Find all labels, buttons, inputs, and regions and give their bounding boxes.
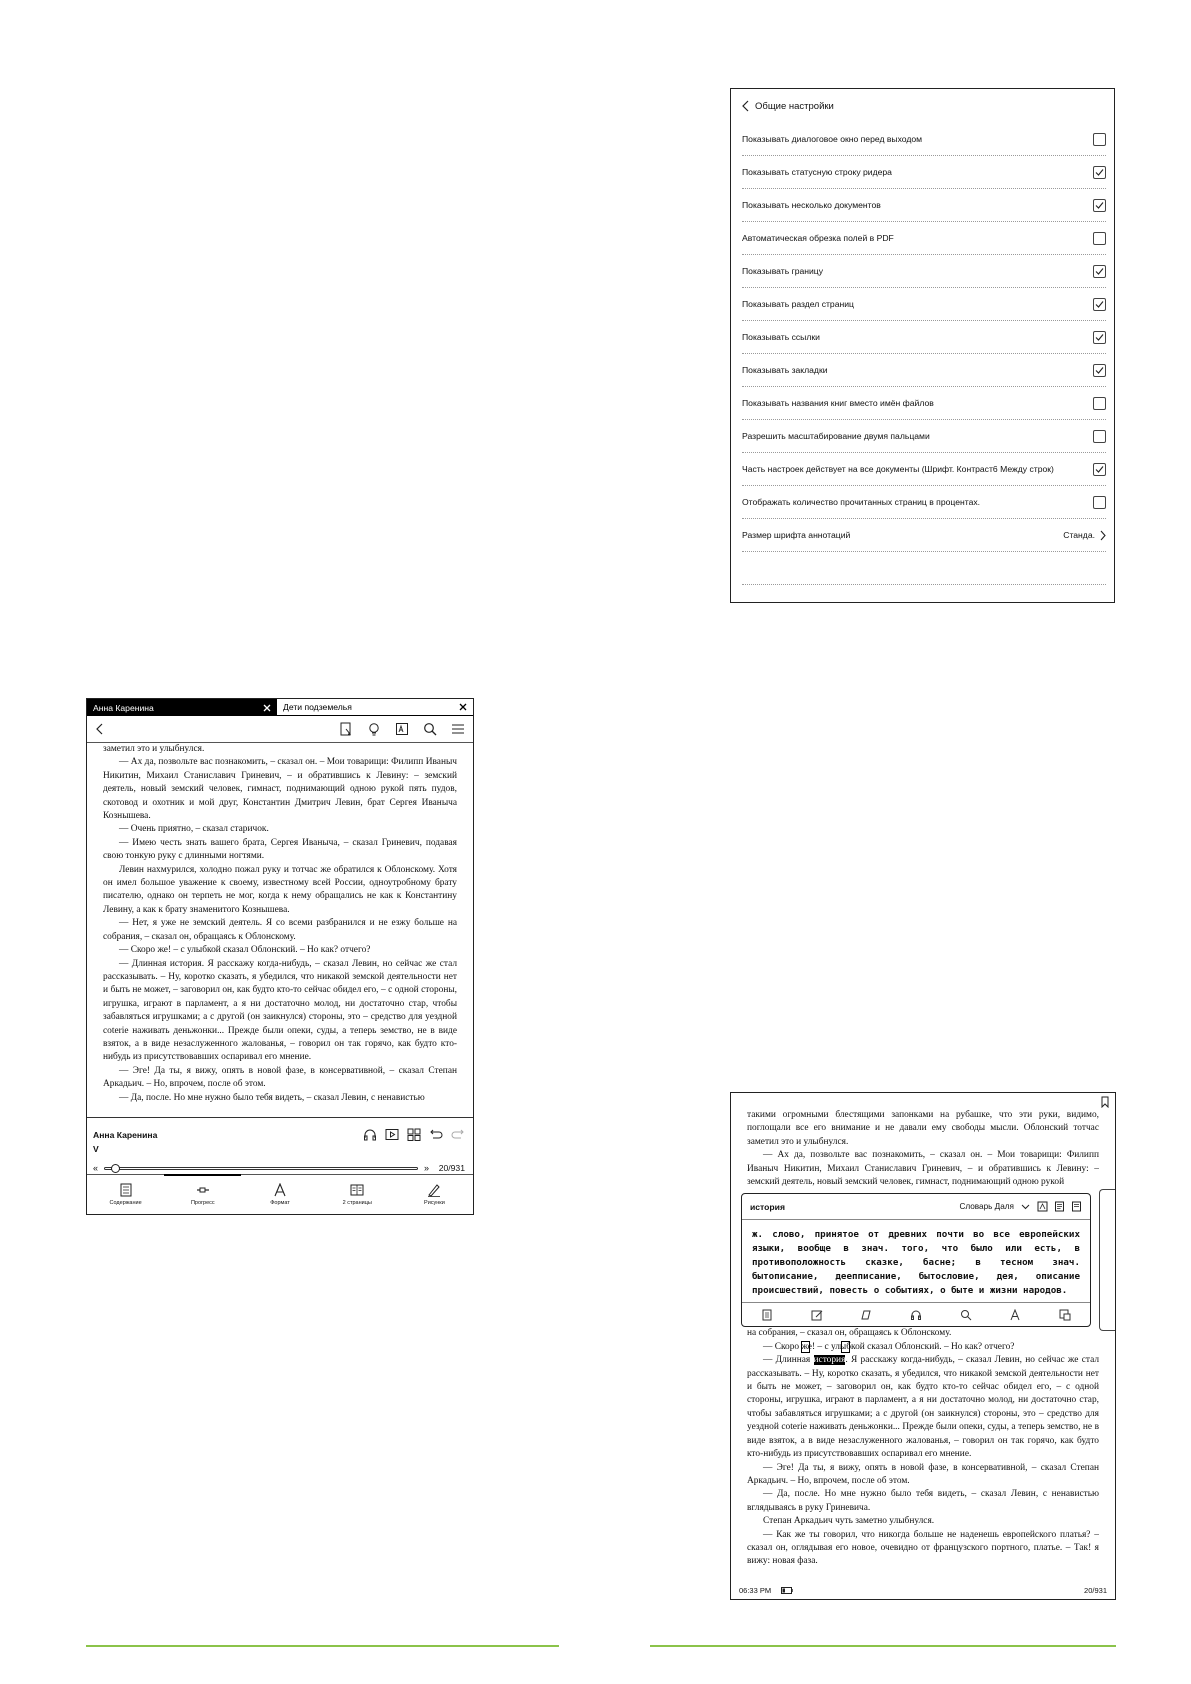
setting-row[interactable] — [742, 156, 1106, 189]
progress-slider[interactable] — [104, 1167, 418, 1170]
setting-row[interactable] — [742, 189, 1106, 222]
tab-label: Дети подземелья — [283, 702, 352, 712]
paragraph: Левин нахмурился, холодно пожал руку и тотчас же обратился к Облонскому. Хотя он имел большое уважение к своему, известному всей России, одноутробному брату писателю, однако он терпеть не мог, когда к нему обращались не как к Константину Левину, а как к брату знаменитого Кознышева. — [103, 864, 457, 915]
settings-title: Общие настройки — [755, 100, 834, 112]
footer-divider-left — [86, 1645, 559, 1647]
dictionary-source-select[interactable]: Словарь Даля — [959, 1202, 1014, 1211]
book-text[interactable] — [103, 743, 457, 1117]
headphones-icon[interactable] — [910, 1309, 922, 1321]
checkbox-checked[interactable] — [1093, 298, 1106, 311]
progress-icon — [196, 1183, 210, 1197]
chevron-down-icon[interactable] — [1020, 1201, 1031, 1212]
setting-label: Разрешить масштабирование двумя пальцами — [742, 431, 930, 441]
annotate-icon[interactable] — [811, 1309, 823, 1321]
checkmark-icon — [1095, 366, 1104, 375]
scribble-icon — [427, 1183, 441, 1197]
selected-word[interactable]: история — [813, 1355, 846, 1366]
reader-menu-screen — [86, 698, 474, 1215]
setting-label: Показывать названия книг вместо имён файлов — [742, 398, 934, 408]
selection-handle-left[interactable] — [801, 1341, 810, 1353]
nav-format[interactable] — [241, 1175, 318, 1214]
toc-icon — [119, 1183, 133, 1197]
format-icon — [273, 1183, 287, 1197]
close-icon[interactable] — [263, 704, 271, 712]
checkbox-unchecked[interactable] — [1093, 133, 1106, 146]
paragraph: — Скоро же! – с улыбкой сказал Облонский. – Но как? отчего? — [119, 945, 371, 956]
book-text[interactable] — [747, 1109, 1099, 1581]
headphones-icon[interactable] — [363, 1128, 377, 1141]
back-chevron-icon[interactable] — [95, 723, 103, 735]
setting-label: Показывать закладки — [742, 365, 828, 375]
annotation-font-size-label: Размер шрифта аннотаций — [742, 530, 851, 540]
setting-label: Отображать количество прочитанных страниц в процентах. — [742, 497, 981, 507]
text-span: — Длинная — [763, 1355, 811, 1366]
book-title: Анна Каренина — [93, 1130, 158, 1140]
copy-icon[interactable] — [761, 1309, 773, 1321]
clock: 06:33 PM — [739, 1585, 772, 1595]
page-cursor-icon[interactable] — [339, 722, 353, 736]
nav-label: Формат — [270, 1200, 290, 1206]
setting-label: Показывать статусную строку ридера — [742, 167, 892, 177]
dictionary-definition: ж. слово, принятое от древних почти во все европейских языки, вообще в знач. того, что было или есть, в противоположность сказке, басне; в тесном знач. бытописание, деепписание, бытословие, дея, описание происшествий, повесть о событиях, о быте и жизни народов. — [752, 1229, 1080, 1296]
back-chevron-icon[interactable] — [741, 100, 749, 112]
tab-anna-karenina[interactable] — [87, 699, 277, 716]
reader-toolbar — [87, 716, 473, 743]
checkmark-icon — [1095, 333, 1104, 342]
chapter-label: V — [93, 1144, 99, 1154]
empty-row — [742, 552, 1106, 585]
paragraph: — Ах да, позвольте вас познакомить, – сказал он. – Мои товарищи: Филипп Иваныч Никитин, Михаил Станиславич Гриневич, – и обратившись к Левину: – земский деятель, новый земский человек, гимнаст, поднимающий одною рукой пять пудов, скотовод и охотник и мой друг, Константин Дмитрич Левин, брат Сергея Иваныча Кознышева. — [103, 757, 457, 822]
checkbox-unchecked[interactable] — [1093, 496, 1106, 509]
setting-row[interactable] — [742, 453, 1106, 486]
setting-row[interactable] — [742, 222, 1106, 255]
document-tabs — [87, 699, 473, 716]
setting-row[interactable] — [742, 288, 1106, 321]
checkmark-icon — [1095, 267, 1104, 276]
search-icon[interactable] — [960, 1309, 972, 1321]
checkbox-checked[interactable] — [1093, 166, 1106, 179]
nav-toc[interactable] — [87, 1175, 164, 1214]
checkmark-icon — [1095, 300, 1104, 309]
paragraph: — Как же ты говорил, что никогда больше не наденешь европейского платья? – сказал он, оглядывая его новое, очевидно от французского портного, платье. – Так! я вижу: новая фаза. — [747, 1529, 1099, 1567]
document-icon[interactable] — [1071, 1201, 1082, 1212]
font-size-icon[interactable] — [1037, 1201, 1048, 1212]
paragraph: — Скоро же! – с улыбкой сказал Облонский. – Но как? отчего? — [763, 1341, 1015, 1352]
reader-dictionary-screen — [730, 1092, 1116, 1600]
paragraph: — Да, после. Но мне нужно было тебя видеть, – сказал Левин, с ненавистью вглядываясь в руку Гриневича. — [747, 1489, 1099, 1513]
paragraph: такими огромными блестящими запонками на рубашке, что эти руки, видимо, поглощали все его внимание и не давали ему свободы мысли. Облонский тотчас заметил это и улыбнулся. — [747, 1110, 1099, 1147]
dictionary-word: история — [750, 1201, 785, 1212]
nav-label: Содержание — [109, 1200, 142, 1206]
reader-bottom-panel — [87, 1117, 473, 1214]
nav-scribble[interactable] — [396, 1175, 473, 1214]
share-icon[interactable] — [860, 1309, 872, 1321]
setting-label: Часть настроек действует на все документы (Шрифт. Контраст6 Между строк) — [742, 464, 1054, 474]
dictionary-popup — [741, 1193, 1091, 1327]
checkmark-icon — [1095, 201, 1104, 210]
paragraph: — Длинная история. Я расскажу когда-нибудь, – сказал Левин, но сейчас же стал рассказывать. – Ну, коротко сказать, я убедился, что никакой земской деятельности нет и быть не может, – заговорил он, как будто кто-то сейчас обидел его, – с одной стороны, игрушка, играют в парламент, а я ни достаточно молод, ни достаточно стар, чтобы забавляться игрушками; а с другой (он заикнулся) стороны, это – средство для уездной coterie наживать деньжонки... Прежде были опеки, суды, а теперь земство, не в виде взяток, а в виде незаслуженного жалованья, – говорил он так горячо, как будто кто-нибудь из присутствовавших оспаривал его мнение. — [103, 958, 457, 1063]
dictionary-header — [742, 1194, 1090, 1220]
setting-label: Автоматическая обрезка полей в PDF — [742, 233, 894, 243]
notes-icon[interactable] — [1054, 1201, 1065, 1212]
tab-deti-podzemelya[interactable] — [277, 699, 473, 716]
page-counter: 20/931 — [1084, 1585, 1107, 1595]
paragraph: — Имею честь знать вашего брата, Сергея Иваныча, – сказал Гриневич, подавая свою тонкую руку с длинными ногтями. — [103, 837, 457, 862]
previous-chapter-icon[interactable]: « — [93, 1163, 99, 1173]
highlight-icon[interactable] — [1009, 1309, 1021, 1321]
text-span: . Я расскажу когда-нибудь, – сказал Левин, но сейчас же стал рассказывать. – Ну, коротко сказать, я убедился, что никакой земской деятельности нет и быть не может, – заговорил он, как будто кто-то сейчас обидел его, – с одной стороны, игрушка, играют в парламент, а я ни достаточно молод, ни достаточно стар, чтобы забавляться игрушками; а с другой (он заикнулся) стороны, это – средство для уездной coterie наживать деньжонки... Прежде были опеки, суды, а теперь земство, не в виде взяток, а в виде незаслуженного жалованья, – говорил он так горячо, как будто кто-нибудь из присутствовавших оспаривал его мнение. — [747, 1355, 1099, 1460]
search-icon[interactable] — [423, 722, 437, 736]
paragraph: на собрания, – сказал он, обращаясь к Облонскому. — [747, 1328, 952, 1339]
nav-progress[interactable] — [164, 1175, 241, 1214]
annotation-font-size-row[interactable] — [742, 519, 1106, 552]
page-counter: 20/931 — [438, 1163, 465, 1173]
setting-label: Показывать диалоговое окно перед выходом — [742, 134, 923, 144]
menu-icon[interactable] — [451, 722, 465, 736]
paragraph: Степан Аркадьич чуть заметно улыбнулся. — [763, 1516, 935, 1527]
redo-page-icon — [451, 1128, 465, 1141]
paragraph: — Ах да, позвольте вас познакомить, – сказал он. – Мои товарищи: Филипп Иваныч Никитин, Михаил Станиславич Гриневич, – и обратившись к Левину: – земский деятель, новый земский человек, гимнаст, поднимающий одною рукой — [747, 1150, 1099, 1188]
nav-label: Прогресс — [190, 1200, 215, 1206]
dictionary-actions — [742, 1302, 1090, 1326]
checkbox-checked[interactable] — [1093, 265, 1106, 278]
setting-label: Показывать несколько документов — [742, 200, 881, 210]
checkmark-icon — [1095, 168, 1104, 177]
checkbox-checked[interactable] — [1093, 463, 1106, 476]
settings-header — [731, 89, 1114, 123]
setting-row[interactable] — [742, 486, 1106, 519]
paragraph: заметил это и улыбнулся. — [103, 744, 205, 754]
secondary-popup-edge — [1099, 1189, 1116, 1331]
setting-row[interactable] — [742, 123, 1106, 156]
nav-two-pages[interactable] — [319, 1175, 396, 1214]
checkbox-checked[interactable] — [1093, 331, 1106, 344]
setting-row[interactable] — [742, 321, 1106, 354]
bottom-navigation — [87, 1174, 473, 1214]
close-icon[interactable] — [459, 703, 467, 711]
paragraph-with-selection — [747, 1354, 1099, 1461]
grid-view-icon[interactable] — [407, 1128, 421, 1141]
paragraph: — Эге! Да ты, я вижу, опять в новой фазе, в консервативной, – сказал Степан Аркадьич. – Но, впрочем, после об этом. — [103, 1065, 457, 1090]
status-bar — [739, 1583, 1107, 1597]
translate-icon[interactable] — [1059, 1309, 1071, 1321]
general-settings-screen — [730, 88, 1115, 603]
setting-row[interactable] — [742, 387, 1106, 420]
checkbox-unchecked[interactable] — [1093, 430, 1106, 443]
nav-label: Рисунки — [424, 1200, 445, 1206]
checkbox-checked[interactable] — [1093, 364, 1106, 377]
setting-label: Показывать границу — [742, 266, 824, 276]
checkmark-icon — [1095, 465, 1104, 474]
undo-page-icon[interactable] — [429, 1128, 443, 1141]
selection-handle-right[interactable] — [841, 1341, 850, 1353]
annotation-font-size-value: Станда. — [1063, 530, 1095, 540]
nav-label: 2 страницы — [342, 1200, 372, 1206]
setting-row[interactable] — [742, 255, 1106, 288]
checkbox-checked[interactable] — [1093, 199, 1106, 212]
lightbulb-icon[interactable] — [367, 722, 381, 736]
setting-label: Показывать раздел страниц — [742, 299, 854, 309]
paragraph: — Нет, я уже не земский деятель. Я со всеми разбранился и не езжу больше на собрания, – сказал он, обращаясь к Облонскому. — [103, 918, 457, 942]
chevron-right-icon — [1100, 530, 1106, 541]
setting-label: Показывать ссылки — [742, 332, 820, 342]
next-chapter-icon[interactable]: » — [423, 1163, 429, 1173]
slideshow-icon[interactable] — [385, 1128, 399, 1141]
paragraph: — Да, после. Но мне нужно было тебя видеть, – сказал Левин, с ненавистью — [119, 1092, 425, 1103]
setting-row[interactable] — [742, 354, 1106, 387]
font-settings-icon[interactable] — [395, 722, 409, 736]
paragraph: — Эге! Да ты, я вижу, опять в новой фазе, в консервативной, – сказал Степан Аркадьич. – Но, впрочем, после об этом. — [747, 1462, 1099, 1486]
two-pages-icon — [350, 1183, 364, 1197]
checkbox-unchecked[interactable] — [1093, 232, 1106, 245]
battery-icon — [781, 1587, 793, 1594]
progress-slider-thumb[interactable] — [111, 1164, 120, 1173]
setting-row[interactable] — [742, 420, 1106, 453]
bookmark-icon[interactable] — [1101, 1096, 1109, 1108]
tab-label: Анна Каренина — [93, 702, 154, 713]
footer-divider-right — [650, 1645, 1116, 1647]
checkbox-unchecked[interactable] — [1093, 397, 1106, 410]
paragraph: — Очень приятно, – сказал старичок. — [119, 824, 269, 835]
